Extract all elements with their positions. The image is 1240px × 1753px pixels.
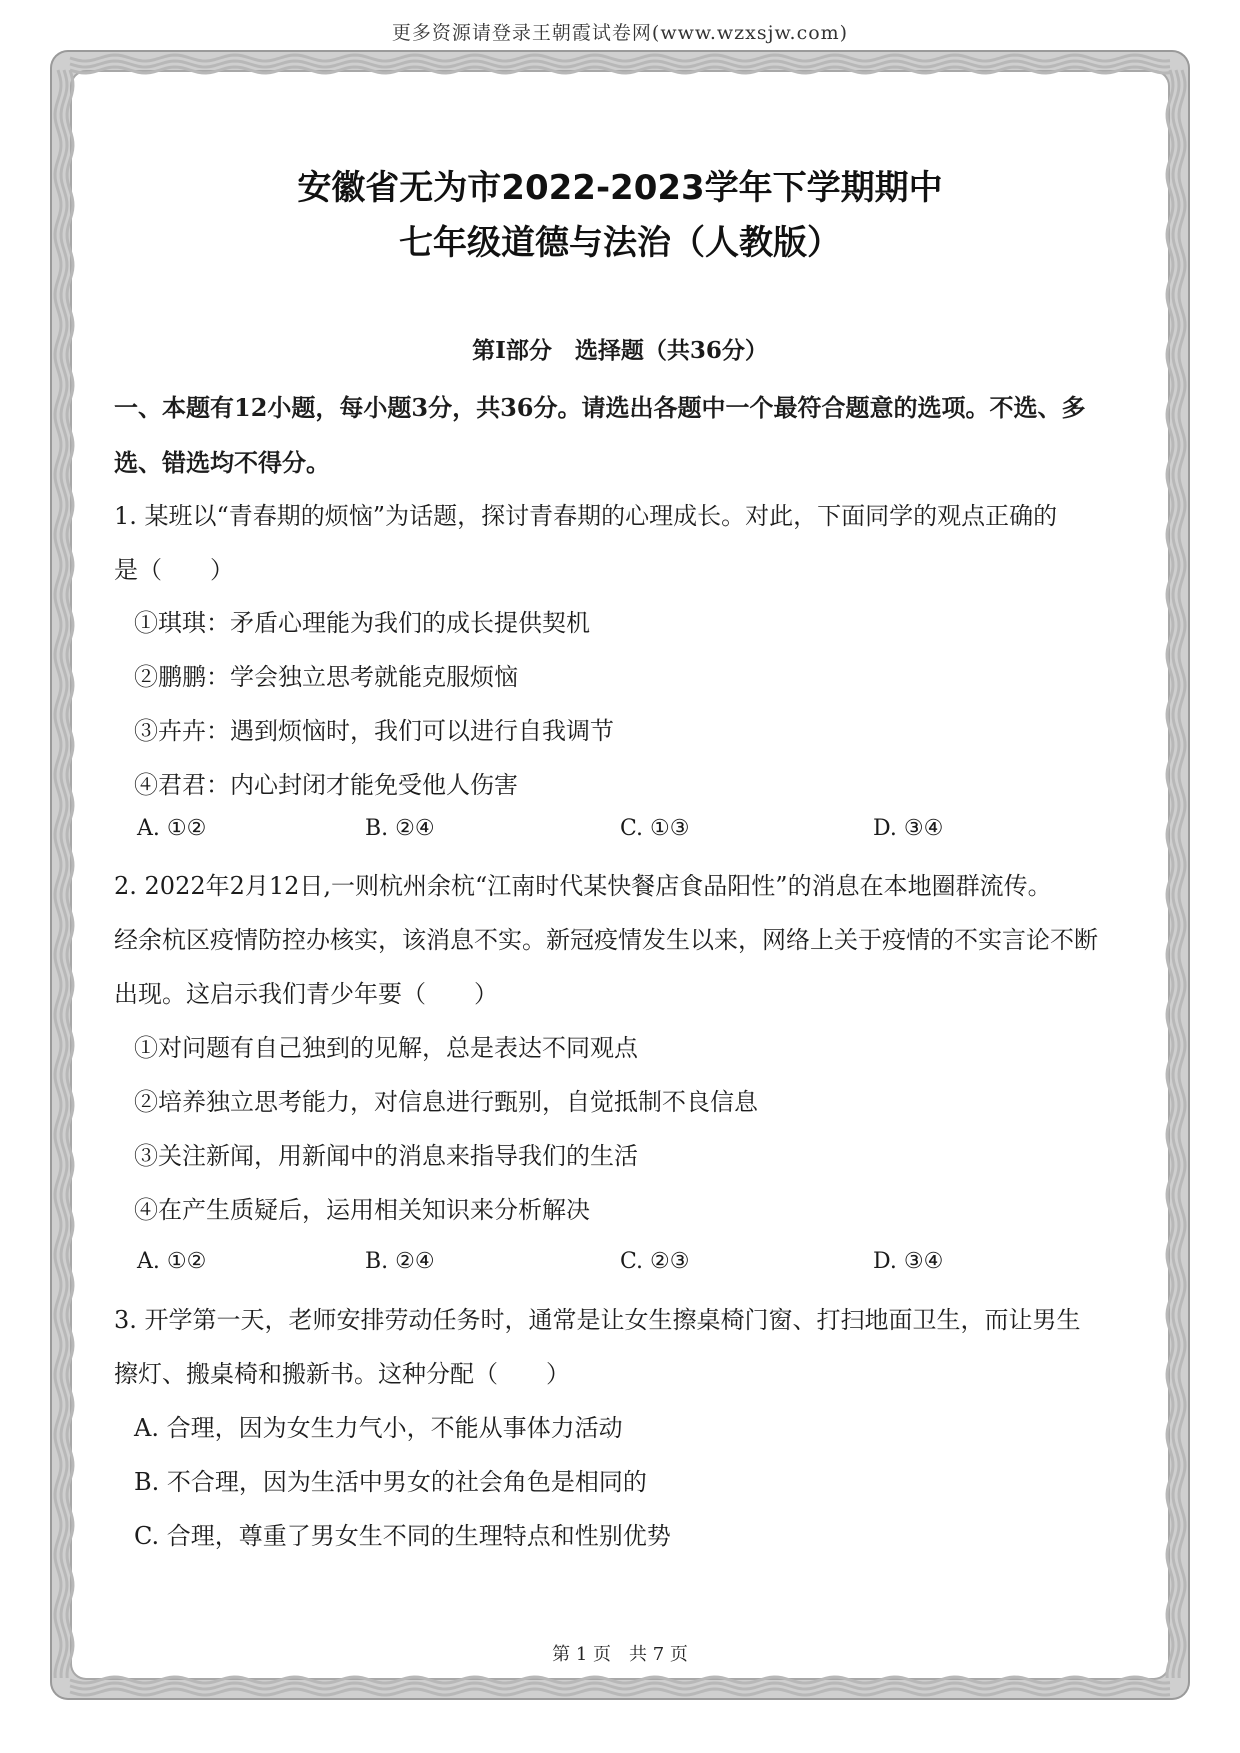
- question-3-choice-c: C. 合理，尊重了男女生不同的生理特点和性别优势: [134, 1522, 671, 1550]
- question-1-choice-d: D. ③④: [873, 816, 944, 841]
- question-2-statement: ②培养独立思考能力，对信息进行甄别，自觉抵制不良信息: [134, 1088, 758, 1116]
- border-wave-line: [67, 70, 73, 1678]
- question-2-statement: ③关注新闻，用新闻中的消息来指导我们的生活: [134, 1142, 638, 1170]
- question-1-statement: ④君君：内心封闭才能免受他人伤害: [134, 771, 518, 799]
- site-notice: 更多资源请登录王朝霞试卷网(www.wzxsjw.com): [391, 22, 849, 44]
- page-footer: 第 1 页 共 7 页: [552, 1644, 688, 1665]
- question-2-stem: 出现。这启示我们青少年要（ ）: [114, 980, 498, 1008]
- question-2-statement: ①对问题有自己独到的见解，总是表达不同观点: [134, 1034, 638, 1062]
- question-2-stem: 2. 2022年2月12日,一则杭州余杭“江南时代某快餐店食品阳性”的消息在本地圈群流传。: [114, 872, 1052, 900]
- question-2-statement: ④在产生质疑后，运用相关知识来分析解决: [134, 1196, 590, 1224]
- question-1-choice-b: B. ②④: [365, 816, 435, 841]
- question-1-statement: ①琪琪：矛盾心理能为我们的成长提供契机: [134, 609, 590, 637]
- exam-title-line1: 安徽省无为市2022-2023学年下学期期中: [297, 168, 943, 208]
- border-wave-line: [1179, 70, 1185, 1678]
- question-2-choice-c: C. ②③: [620, 1249, 690, 1274]
- question-3-stem: 擦灯、搬桌椅和搬新书。这种分配（ ）: [114, 1360, 570, 1388]
- question-1-choice-a: A. ①②: [137, 816, 207, 841]
- instructions-line: 一、本题有12小题，每小题3分，共36分。请选出各题中一个最符合题意的选项。不选、多: [114, 393, 1086, 422]
- question-1-statement: ③卉卉：遇到烦恼时，我们可以进行自我调节: [134, 717, 614, 745]
- question-3-choice-b: B. 不合理，因为生活中男女的社会角色是相同的: [134, 1468, 647, 1496]
- question-2-choice-d: D. ③④: [873, 1249, 944, 1274]
- question-1-statement: ②鹏鹏：学会独立思考就能克服烦恼: [134, 663, 518, 691]
- question-3-choice-a: A. 合理，因为女生力气小，不能从事体力活动: [134, 1414, 623, 1442]
- instructions-line: 选、错选均不得分。: [114, 448, 330, 477]
- question-2-choice-b: B. ②④: [365, 1249, 435, 1274]
- question-1-stem: 1. 某班以“青春期的烦恼”为话题，探讨青春期的心理成长。对此，下面同学的观点正确的: [114, 502, 1058, 530]
- question-1-choice-c: C. ①③: [620, 816, 690, 841]
- exam-title-line2: 七年级道德与法治（人教版）: [399, 223, 841, 263]
- question-1-stem: 是（ ）: [114, 556, 234, 584]
- question-2-stem: 经余杭区疫情防控办核实，该消息不实。新冠疫情发生以来，网络上关于疫情的不实言论不断: [114, 926, 1098, 954]
- section-title: 第Ⅰ部分 选择题（共36分）: [472, 337, 768, 364]
- question-3-stem: 3. 开学第一天，老师安排劳动任务时，通常是让女生擦桌椅门窗、打扫地面卫生，而让男生: [114, 1306, 1081, 1334]
- question-2-choice-a: A. ①②: [137, 1249, 207, 1274]
